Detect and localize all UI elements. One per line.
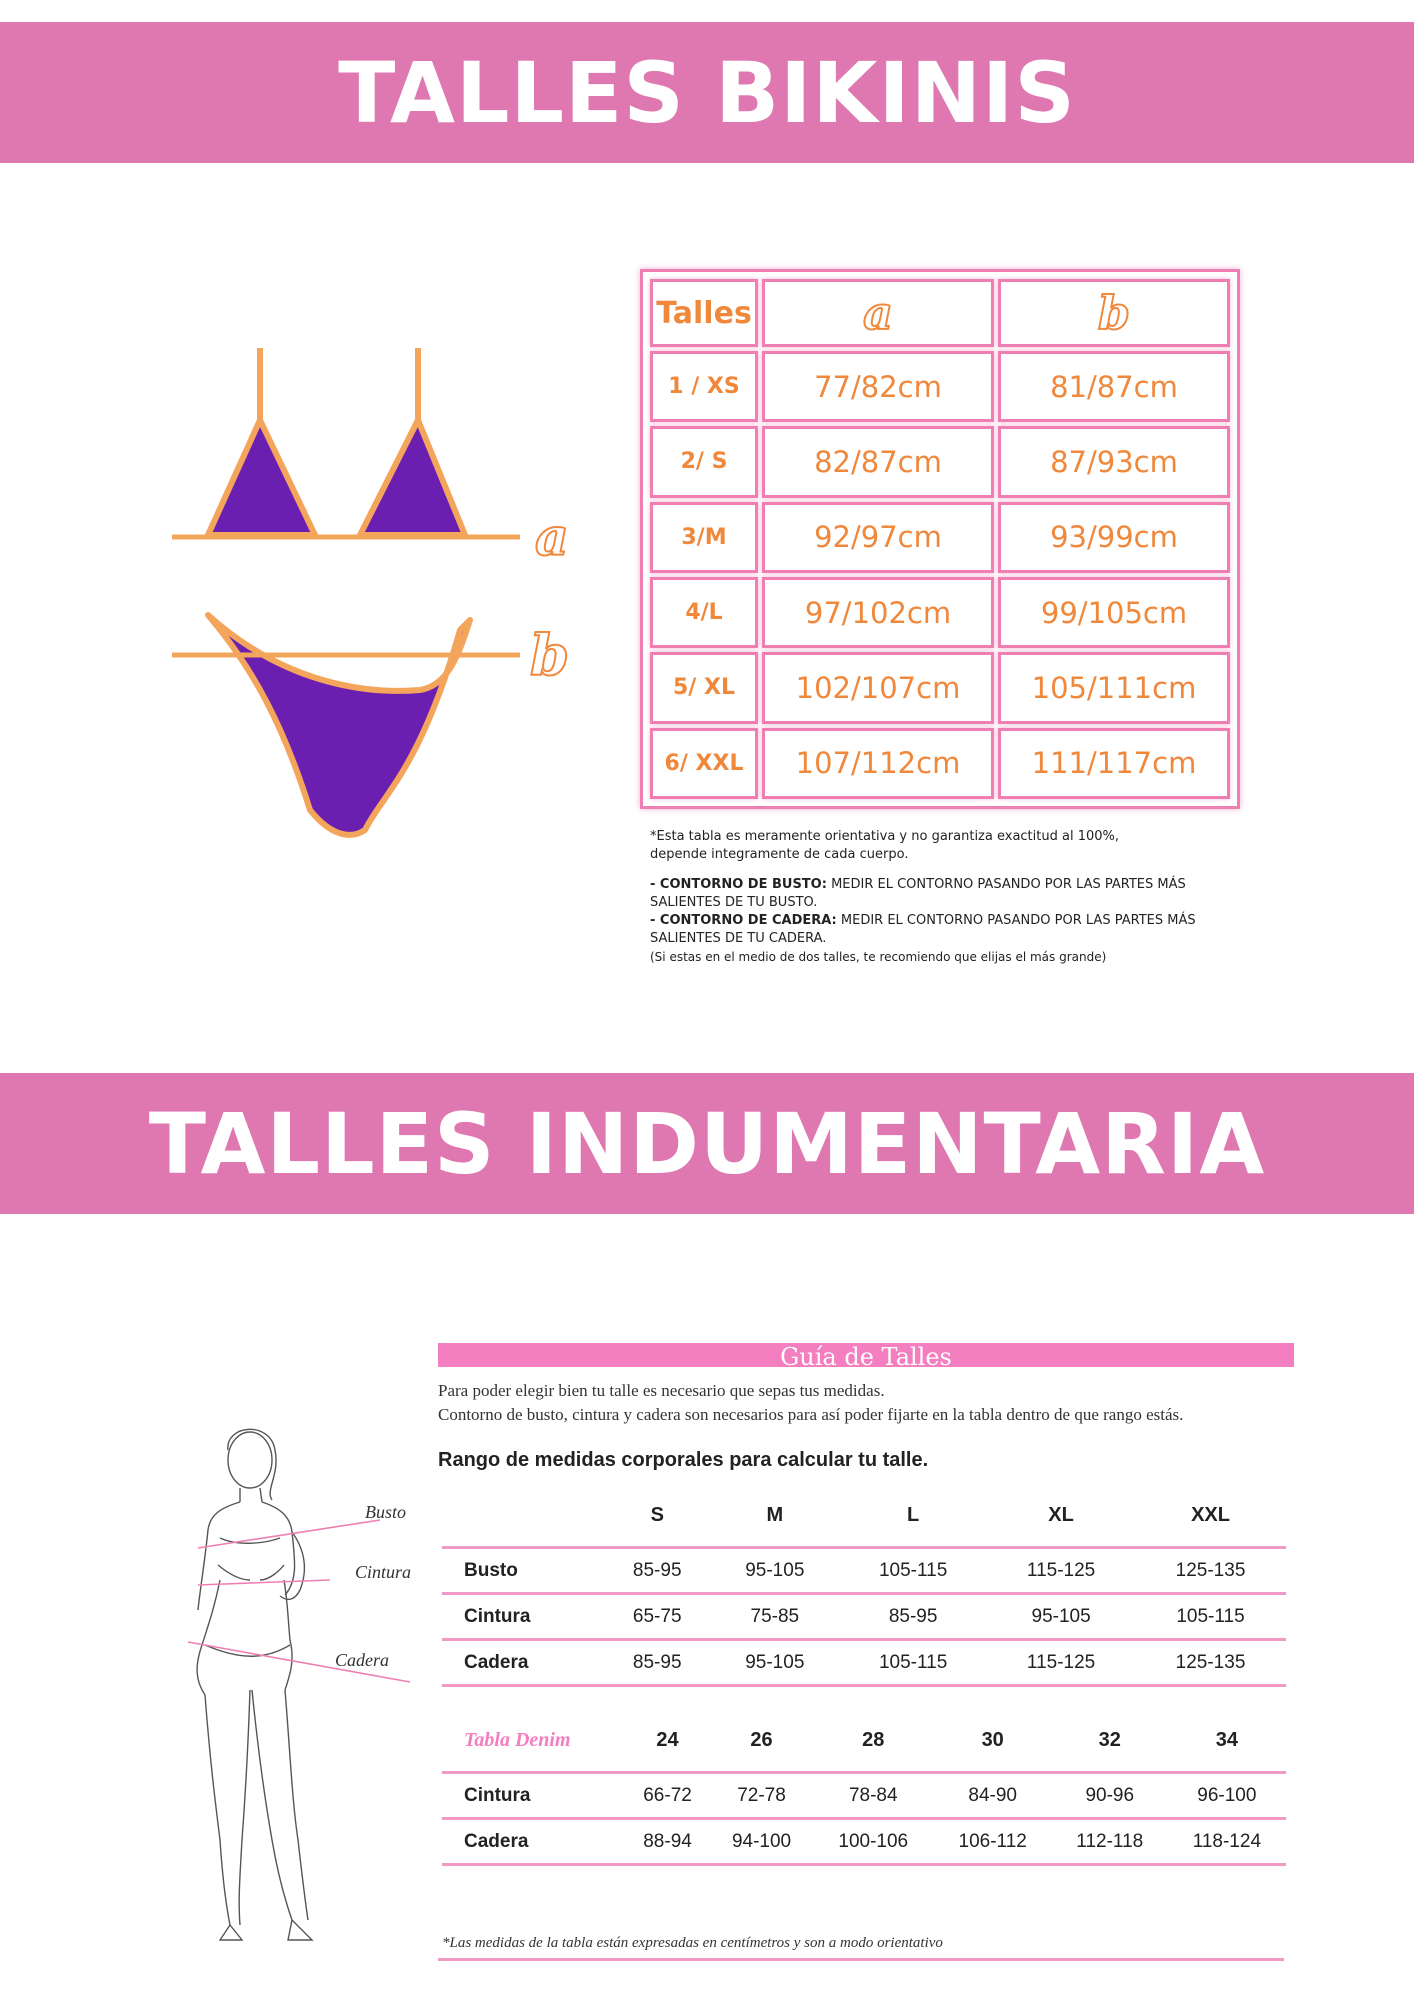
table-row: [650, 502, 1230, 573]
table-row: [442, 1819, 1286, 1865]
intro-line-1: Para poder elegir bien tu talle es necesario que sepas tus medidas.: [438, 1381, 885, 1400]
table-row: [442, 1773, 1286, 1819]
a-cell: 92/97cm: [762, 502, 994, 573]
guide-footnote: *Las medidas de la tabla están expresadas en centímetros y son a modo orientativo: [442, 1935, 943, 1951]
body-outline: [197, 1429, 312, 1940]
table-row: [442, 1548, 1286, 1594]
header-size: 24: [625, 1709, 710, 1773]
cadera-text-2: SALIENTES DE TU CADERA.: [650, 931, 827, 946]
cell: 95-105: [710, 1548, 839, 1594]
table-row: [650, 652, 1230, 723]
a-cell: 77/82cm: [762, 351, 994, 422]
cell: 118-124: [1168, 1819, 1286, 1865]
bikini-right-cup: [360, 420, 465, 535]
header-size: 26: [710, 1709, 813, 1773]
cell: 105-115: [839, 1548, 987, 1594]
size-advice: (Si estas en el medio de dos talles, te recomiendo que elijas el más grande): [650, 950, 1107, 964]
label-a: a: [535, 507, 569, 568]
cell: 85-95: [839, 1594, 987, 1640]
b-cell: 105/111cm: [998, 652, 1230, 723]
header-b: [998, 279, 1230, 347]
busto-line: [198, 1520, 380, 1548]
header-size: 34: [1168, 1709, 1286, 1773]
table-row: [650, 577, 1230, 648]
a-cell: 107/112cm: [762, 728, 994, 799]
busto-text-2: SALIENTES DE TU BUSTO.: [650, 895, 818, 910]
bikini-banner-title: TALLES BIKINIS: [338, 43, 1076, 142]
disclaimer-line-2: depende integramente de cada cuerpo.: [650, 847, 909, 862]
row-label: Cadera: [442, 1819, 625, 1865]
denim-title: Tabla Denim: [442, 1709, 625, 1773]
cintura-figure-label: Cintura: [355, 1562, 412, 1582]
cell: 75-85: [710, 1594, 839, 1640]
cell: 125-135: [1135, 1548, 1286, 1594]
header-a-glyph: a: [863, 286, 893, 340]
size-cell: 1 / XS: [650, 351, 758, 422]
table-row: [650, 351, 1230, 422]
intro-line-2: Contorno de busto, cintura y cadera son necesarios para así poder fijarte en la tabla dentro de que rango estás.: [438, 1405, 1184, 1424]
bikini-banner: [0, 22, 1414, 163]
size-table-header: [442, 1484, 1286, 1548]
bikini-table-header: [650, 279, 1230, 347]
range-title: Rango de medidas corporales para calcular tu talle.: [438, 1449, 929, 1471]
header-size: XL: [987, 1484, 1135, 1548]
busto-label: - CONTORNO DE BUSTO:: [650, 877, 827, 892]
cell: 115-125: [987, 1548, 1135, 1594]
header-size: M: [710, 1484, 839, 1548]
cell: 106-112: [934, 1819, 1052, 1865]
header-size: S: [604, 1484, 710, 1548]
header-b-glyph: b: [1097, 286, 1131, 340]
cell: 72-78: [710, 1773, 813, 1819]
a-cell: 82/87cm: [762, 426, 994, 497]
row-label: Cintura: [442, 1773, 625, 1819]
header-a: [762, 279, 994, 347]
cell: 105-115: [839, 1640, 987, 1686]
cadera-label: - CONTORNO DE CADERA:: [650, 913, 837, 928]
row-label: Cintura: [442, 1594, 604, 1640]
cell: 105-115: [1135, 1594, 1286, 1640]
cell: 94-100: [710, 1819, 813, 1865]
body-size-table: [442, 1484, 1286, 1687]
cell: 78-84: [813, 1773, 934, 1819]
cell: 88-94: [625, 1819, 710, 1865]
b-cell: 111/117cm: [998, 728, 1230, 799]
busto-instruction: [650, 876, 1230, 894]
cadera-instruction: [650, 912, 1230, 930]
header-size: XXL: [1135, 1484, 1286, 1548]
cell: 125-135: [1135, 1640, 1286, 1686]
footnote-divider: [438, 1958, 1284, 1961]
cintura-line: [198, 1580, 330, 1585]
bikini-illustration: [160, 330, 600, 860]
b-cell: 93/99cm: [998, 502, 1230, 573]
table-row: [650, 426, 1230, 497]
busto-figure-label: Busto: [365, 1502, 407, 1522]
bikini-notes: [650, 828, 1230, 966]
cell: 66-72: [625, 1773, 710, 1819]
guide-title-bar: [438, 1343, 1294, 1367]
cell: 85-95: [604, 1548, 710, 1594]
cell: 90-96: [1052, 1773, 1168, 1819]
cell: 85-95: [604, 1640, 710, 1686]
row-label: Busto: [442, 1548, 604, 1594]
label-b: b: [530, 623, 570, 689]
a-cell: 102/107cm: [762, 652, 994, 723]
guide-title: Guía de Talles: [780, 1343, 952, 1367]
header-size: 32: [1052, 1709, 1168, 1773]
b-cell: 87/93cm: [998, 426, 1230, 497]
cell: 95-105: [987, 1594, 1135, 1640]
guide-intro: [438, 1379, 1294, 1427]
busto-text: MEDIR EL CONTORNO PASANDO POR LAS PARTES MÁS: [831, 877, 1186, 892]
table-row: [442, 1640, 1286, 1686]
cadera-figure-label: Cadera: [335, 1650, 389, 1670]
b-cell: 81/87cm: [998, 351, 1230, 422]
size-cell: 5/ XL: [650, 652, 758, 723]
header-talles: Talles: [650, 279, 758, 347]
row-label: Cadera: [442, 1640, 604, 1686]
header-empty: [442, 1484, 604, 1548]
clothing-banner: [0, 1073, 1414, 1214]
a-cell: 97/102cm: [762, 577, 994, 648]
header-size: L: [839, 1484, 987, 1548]
disclaimer-line-1: *Esta tabla es meramente orientativa y no garantiza exactitud al 100%,: [650, 829, 1119, 844]
size-cell: 3/M: [650, 502, 758, 573]
table-row: [650, 728, 1230, 799]
size-cell: 4/L: [650, 577, 758, 648]
cell: 112-118: [1052, 1819, 1168, 1865]
b-cell: 99/105cm: [998, 577, 1230, 648]
denim-table-header: [442, 1709, 1286, 1773]
size-cell: 6/ XXL: [650, 728, 758, 799]
body-measurement-figure: [180, 1420, 440, 1960]
size-guide: [438, 1343, 1294, 1866]
bikini-size-table: [640, 269, 1240, 809]
size-cell: 2/ S: [650, 426, 758, 497]
cadera-text: MEDIR EL CONTORNO PASANDO POR LAS PARTES MÁS: [840, 913, 1196, 928]
cell: 96-100: [1168, 1773, 1286, 1819]
bikini-left-cup: [208, 420, 315, 535]
cell: 115-125: [987, 1640, 1135, 1686]
denim-size-table: [442, 1709, 1286, 1866]
header-size: 28: [813, 1709, 934, 1773]
table-row: [442, 1594, 1286, 1640]
clothing-banner-title: TALLES INDUMENTARIA: [148, 1094, 1266, 1193]
header-size: 30: [934, 1709, 1052, 1773]
cell: 95-105: [710, 1640, 839, 1686]
cell: 100-106: [813, 1819, 934, 1865]
cell: 65-75: [604, 1594, 710, 1640]
cell: 84-90: [934, 1773, 1052, 1819]
bikini-bottom: [208, 615, 470, 835]
